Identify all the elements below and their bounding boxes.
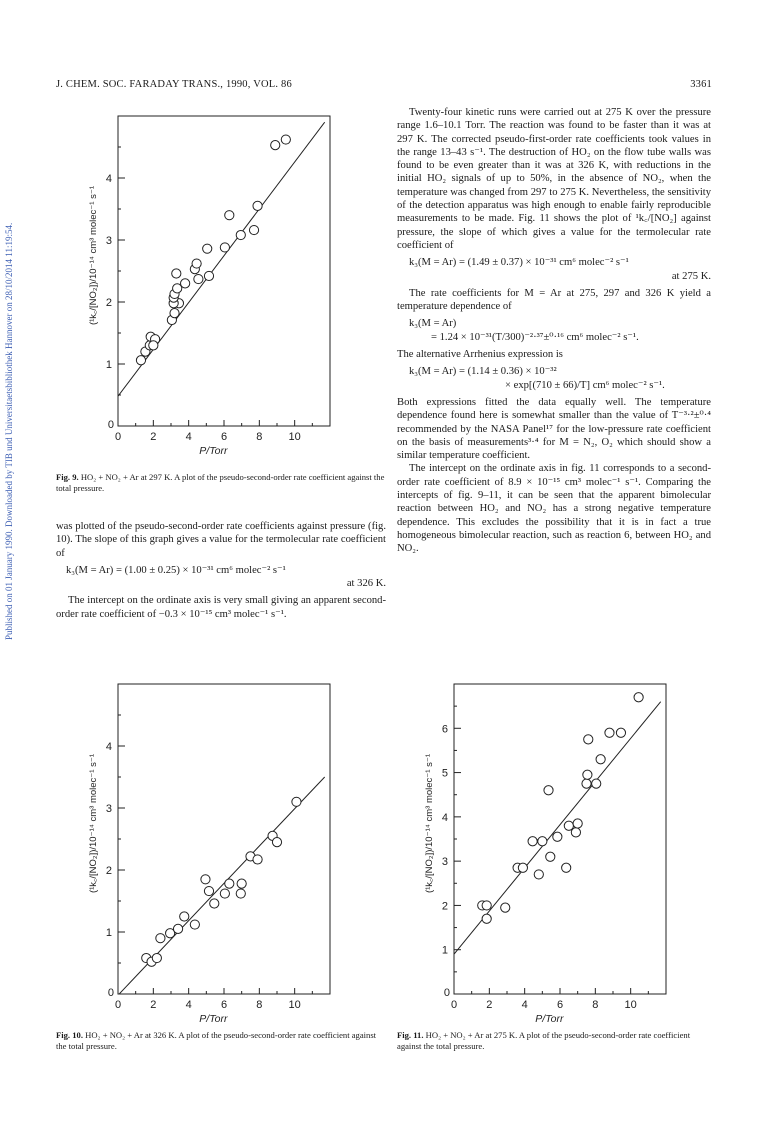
figure-10	[78, 676, 340, 1024]
figure-11-chart	[414, 676, 676, 1024]
data-point	[180, 912, 189, 921]
right-equation-1	[397, 256, 711, 283]
data-point	[220, 889, 229, 898]
figure-10-chart	[78, 676, 340, 1024]
data-point	[225, 211, 234, 220]
data-point	[482, 914, 491, 923]
data-point	[210, 899, 219, 908]
right-equation-3-line-2: × exp[(710 ± 66)/T] cm⁶ molec⁻² s⁻¹.	[505, 379, 665, 391]
x-axis-label: P/Torr	[535, 1013, 564, 1024]
x-tick-label: 8	[256, 999, 263, 1011]
y-tick-label: 2	[105, 297, 112, 309]
data-point	[584, 735, 593, 744]
y-tick-label: 1	[441, 944, 448, 957]
data-point	[562, 863, 571, 872]
data-point	[204, 886, 213, 895]
download-watermark: Published on 01 January 1990. Downloaded by TIB und Universitaetsbibliothek Hannover on 28/10/2014 11:19:54.	[4, 222, 14, 640]
data-point	[192, 259, 201, 268]
figure-9-chart	[78, 108, 340, 456]
data-point	[201, 875, 210, 884]
data-point	[236, 889, 245, 898]
right-paragraph-2: The rate coefficients for M = Ar at 275, 297 and 326 K yield a temperature dependence of	[397, 287, 711, 313]
x-tick-label: 4	[185, 999, 192, 1011]
y-axis-label: (¹k꜀/[NO₂])/10⁻¹⁴ cm³ molec⁻¹ s⁻¹	[88, 185, 99, 326]
data-point	[149, 341, 158, 350]
figure-9	[78, 108, 340, 456]
x-tick-label: 8	[592, 999, 599, 1011]
data-point	[172, 269, 181, 278]
data-point	[203, 244, 212, 253]
data-point	[181, 279, 190, 288]
data-point	[225, 879, 234, 888]
figure-11	[414, 676, 676, 1024]
right-equation-2	[397, 317, 711, 344]
y-tick-label: 1	[105, 927, 112, 939]
x-tick-label: 2	[150, 431, 157, 443]
data-point	[220, 243, 229, 252]
data-point	[605, 728, 614, 737]
data-point	[281, 135, 290, 144]
x-tick-label: 10	[288, 999, 301, 1011]
data-point	[634, 693, 643, 702]
x-tick-label: 8	[256, 431, 263, 443]
y-tick-label: 2	[105, 865, 112, 877]
figure-9-caption-text: HO₂ + NO₂ + Ar at 297 K. A plot of the pseudo-second-order rate coefficient against the total pressure.	[56, 472, 385, 493]
data-point	[156, 934, 165, 943]
y-axis-label: (¹k꜀/[NO₂])/10⁻¹⁴ cm³ molec⁻¹ s⁻¹	[88, 753, 99, 894]
figure-10-caption-text: HO₂ + NO₂ + Ar at 326 K. A plot of the pseudo-second-order rate coefficient against the total pressure.	[56, 1030, 377, 1051]
figure-10-caption	[56, 1030, 386, 1052]
data-point	[546, 852, 555, 861]
x-tick-label: 0	[114, 431, 122, 443]
right-equation-3	[397, 365, 711, 392]
data-point	[501, 903, 510, 912]
figure-10-caption-label: Fig. 10.	[56, 1030, 83, 1040]
data-point	[616, 728, 625, 737]
x-tick-label: 10	[288, 431, 301, 443]
data-point	[482, 901, 491, 910]
data-point	[534, 870, 543, 879]
x-tick-label: 10	[624, 999, 637, 1011]
right-column-text	[397, 106, 711, 556]
x-tick-label: 2	[486, 999, 493, 1011]
origin-label: 0	[107, 419, 114, 431]
figure-11-caption	[397, 1030, 715, 1052]
plot-frame	[118, 116, 330, 426]
figure-11-caption-text: HO₂ + NO₂ + Ar at 275 K. A plot of the pseudo-second-order rate coefficient against the total pressure.	[397, 1030, 691, 1051]
origin-label: 0	[443, 987, 450, 999]
plot-frame	[118, 684, 330, 994]
x-axis-label: P/Torr	[199, 445, 228, 456]
y-tick-label: 4	[441, 811, 448, 824]
x-tick-label: 6	[556, 999, 564, 1011]
data-point	[583, 770, 592, 779]
y-tick-label: 4	[105, 741, 112, 753]
left-equation-1-condition: at 326 K.	[346, 578, 386, 590]
x-axis-label: P/Torr	[199, 1013, 228, 1024]
right-equation-2-lhs: k₃(M = Ar)	[409, 318, 457, 330]
data-point	[170, 309, 179, 318]
data-point	[528, 837, 537, 846]
y-tick-label: 6	[441, 723, 448, 736]
x-tick-label: 6	[220, 999, 228, 1011]
data-point	[253, 855, 262, 864]
left-equation-1-expression: k₃(M = Ar) = (1.00 ± 0.25) × 10⁻³¹ cm⁶ molec⁻² s⁻¹	[66, 564, 286, 576]
y-tick-label: 1	[105, 359, 112, 371]
y-tick-label: 5	[441, 767, 448, 780]
data-point	[204, 271, 213, 280]
data-point	[592, 779, 601, 788]
left-paragraph-1: was plotted of the pseudo-second-order rate coefficients against pressure (fig. 10). The slope of this graph gives a value for the termolecular rate coefficient of	[56, 521, 386, 559]
data-point	[292, 797, 301, 806]
left-paragraph-2: The intercept on the ordinate axis is very small giving an apparent second-order rate coefficient of −0.3 × 10⁻¹⁵ cm³ molec⁻¹ s⁻¹.	[56, 595, 386, 620]
data-point	[564, 821, 573, 830]
right-paragraph-4: Both expressions fitted the data equally well. The temperature dependence found here is somewhat smaller than the value of T⁻³·²±⁰·⁴ recommended by the NASA Panel¹⁷ for the low-pressure rate coefficient on the basis of measurements³·⁴ for M = N₂, O₂ which should show a similar temperature coefficient.	[397, 396, 711, 462]
data-point	[582, 779, 591, 788]
y-tick-label: 4	[105, 173, 112, 185]
data-point	[173, 924, 182, 933]
x-tick-label: 2	[150, 999, 157, 1011]
y-tick-label: 2	[441, 900, 448, 913]
figure-9-caption-label: Fig. 9.	[56, 472, 79, 482]
x-tick-label: 4	[521, 999, 528, 1011]
data-point	[272, 838, 281, 847]
right-equation-1-expression: k₃(M = Ar) = (1.49 ± 0.37) × 10⁻³¹ cm⁶ molec⁻² s⁻¹	[409, 257, 629, 269]
x-tick-label: 0	[114, 999, 122, 1011]
page-number: 3361	[690, 79, 712, 90]
data-point	[194, 274, 203, 283]
x-tick-label: 6	[220, 431, 228, 443]
figure-11-caption-label: Fig. 11.	[397, 1030, 424, 1040]
right-equation-1-condition: at 275 K.	[671, 270, 711, 282]
data-point	[518, 863, 527, 872]
y-tick-label: 3	[105, 235, 112, 247]
data-point	[538, 837, 547, 846]
left-equation-1	[56, 564, 386, 591]
y-tick-label: 3	[441, 856, 448, 869]
right-paragraph-5: The intercept on the ordinate axis in fig. 11 corresponds to a second-order rate coefficient of 8.9 × 10⁻¹⁵ cm³ molec⁻¹ s⁻¹. Comparing the intercepts of fig. 9–11, it can be seen that the apparent bimolecular reaction between HO₂ and NO₂ has a strong negative temperature dependence. This excludes the possibility that it is in fact a true homogeneous bimolecular reaction, such as reaction 6, between HO₂ and NO₂.	[397, 463, 711, 555]
data-point	[571, 828, 580, 837]
data-point	[136, 356, 145, 365]
data-point	[190, 920, 199, 929]
data-point	[596, 755, 605, 764]
data-point	[573, 819, 582, 828]
figure-9-caption	[56, 472, 386, 494]
right-paragraph-3: The alternative Arrhenius expression is	[397, 349, 563, 361]
data-point	[553, 832, 562, 841]
data-point	[249, 225, 258, 234]
x-tick-label: 0	[450, 999, 458, 1011]
data-point	[544, 786, 553, 795]
journal-header: J. CHEM. SOC. FARADAY TRANS., 1990, VOL. 86	[56, 79, 292, 90]
y-axis-label: (¹k꜀/[NO₂])/10⁻¹⁴ cm³ molec⁻¹ s⁻¹	[424, 753, 435, 894]
data-point	[253, 201, 262, 210]
right-equation-2-rhs: = 1.24 × 10⁻³¹(T/300)⁻²·³⁷±⁰·¹⁶ cm⁶ molec⁻² s⁻¹.	[431, 331, 639, 343]
y-tick-label: 3	[105, 803, 112, 815]
right-equation-3-line-1: k₃(M = Ar) = (1.14 ± 0.36) × 10⁻³²	[409, 366, 557, 378]
data-point	[152, 953, 161, 962]
data-point	[237, 879, 246, 888]
data-point	[271, 141, 280, 150]
right-paragraph-1: Twenty-four kinetic runs were carried out at 275 K over the pressure range 1.6–10.1 Torr. The reaction was found to be faster than it was at 297 K. The corrected pseudo-first-order rate coefficients took values in the range 13–43 s⁻¹. The destruction of HO₂ on the flow tube walls was found to be even greater than it was at 326 K, with reductions in the initial HO₂ signals of up to 50%, in the absence of NO₂, when the temperature was changed from 297 to 275 K. Nevertheless, the sensitivity of the detection apparatus was high enough to enable fairly reproducible measurements to be made. Fig. 11 shows the plot of ¹k꜀/[NO₂] against pressure, the slope of which gives a value for the termolecular rate coefficient of	[397, 107, 711, 251]
x-tick-label: 4	[185, 431, 192, 443]
origin-label: 0	[107, 987, 114, 999]
left-column-text	[56, 520, 386, 621]
data-point	[236, 230, 245, 239]
